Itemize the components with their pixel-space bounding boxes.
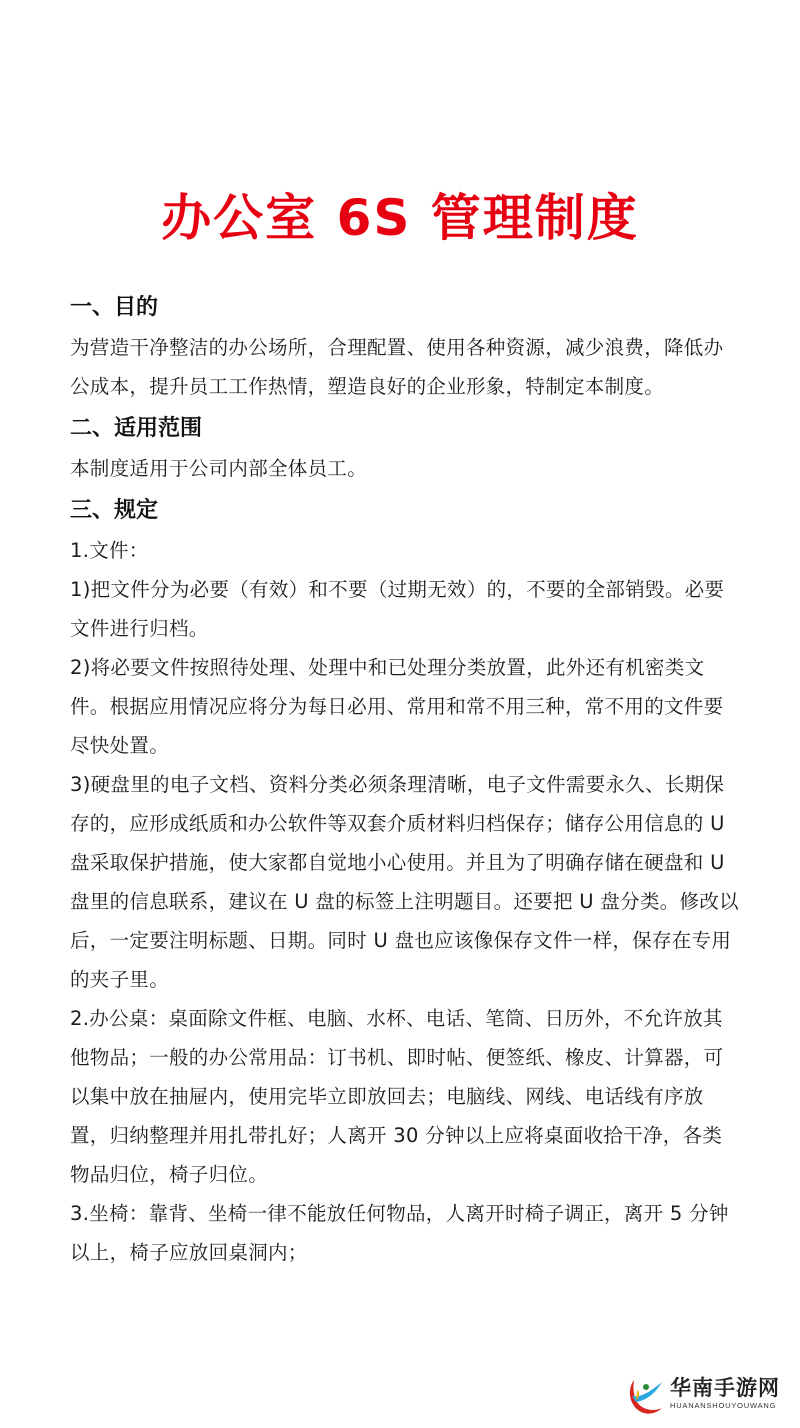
paragraph: 为营造干净整洁的办公场所，合理配置、使用各种资源，减少浪费，降低办公成本，提升员工工作热情，塑造良好的企业形象，特制定本制度。 bbox=[70, 336, 724, 398]
rule-files-heading: 1.文件： bbox=[70, 539, 149, 562]
document-body bbox=[70, 288, 740, 1272]
section-heading-scope: 二、适用范围 bbox=[70, 416, 203, 441]
document-title: 办公室 6S 管理制度 bbox=[161, 189, 639, 247]
watermark-name: 华南手游网 bbox=[670, 1376, 780, 1400]
rule-chair: 3.坐椅：靠背、坐椅一律不能放任何物品，人离开时椅子调正，离开 5 分钟以上，椅子应放回桌洞内； bbox=[70, 1202, 729, 1264]
swoosh-logo-icon bbox=[626, 1374, 666, 1416]
section-heading-purpose: 一、目的 bbox=[70, 295, 159, 320]
watermark-pinyin: HUANANSHOUYOUWANG bbox=[670, 1401, 777, 1410]
section-heading-rules: 三、规定 bbox=[70, 498, 159, 523]
rule-files-item-1: 1)把文件分为必要（有效）和不要（过期无效）的，不要的全部销毁。必要文件进行归档。 bbox=[70, 578, 725, 640]
site-watermark bbox=[626, 1366, 786, 1422]
rule-desk: 2.办公桌：桌面除文件框、电脑、水杯、电话、笔筒、日历外，不允许放其他物品；一般的办公常用品：订书机、即时帖、便签纸、橡皮、计算器，可以集中放在抽屉内，使用完毕立即放回去；电脑线、网线、电话线有序放置，归纳整理并用扎带扎好；人离开 30 分钟以上应将桌面收拾干净，各类物品归位，椅子归位。 bbox=[70, 1007, 724, 1186]
rule-files-item-3: 3)硬盘里的电子文档、资料分类必须条理清晰，电子文件需要永久、长期保存的，应形成纸质和办公软件等双套介质材料归档保存；储存公用信息的 U 盘采取保护措施，使大家都自觉地小心使用。并且为了明确存储在硬盘和 U 盘里的信息联系，建议在 U 盘的标签上注明题目。还要把 U 盘分类。修改以后，一定要注明标题、日期。同时 U 盘也应该像保存文件一样，保存在专用的夹子里。 bbox=[70, 773, 739, 991]
paragraph: 本制度适用于公司内部全体员工。 bbox=[70, 457, 368, 480]
rule-files-item-2: 2)将必要文件按照待处理、处理中和已处理分类放置，此外还有机密类文件。根据应用情况应将分为每日必用、常用和常不用三种，常不用的文件要尽快处置。 bbox=[70, 656, 724, 757]
